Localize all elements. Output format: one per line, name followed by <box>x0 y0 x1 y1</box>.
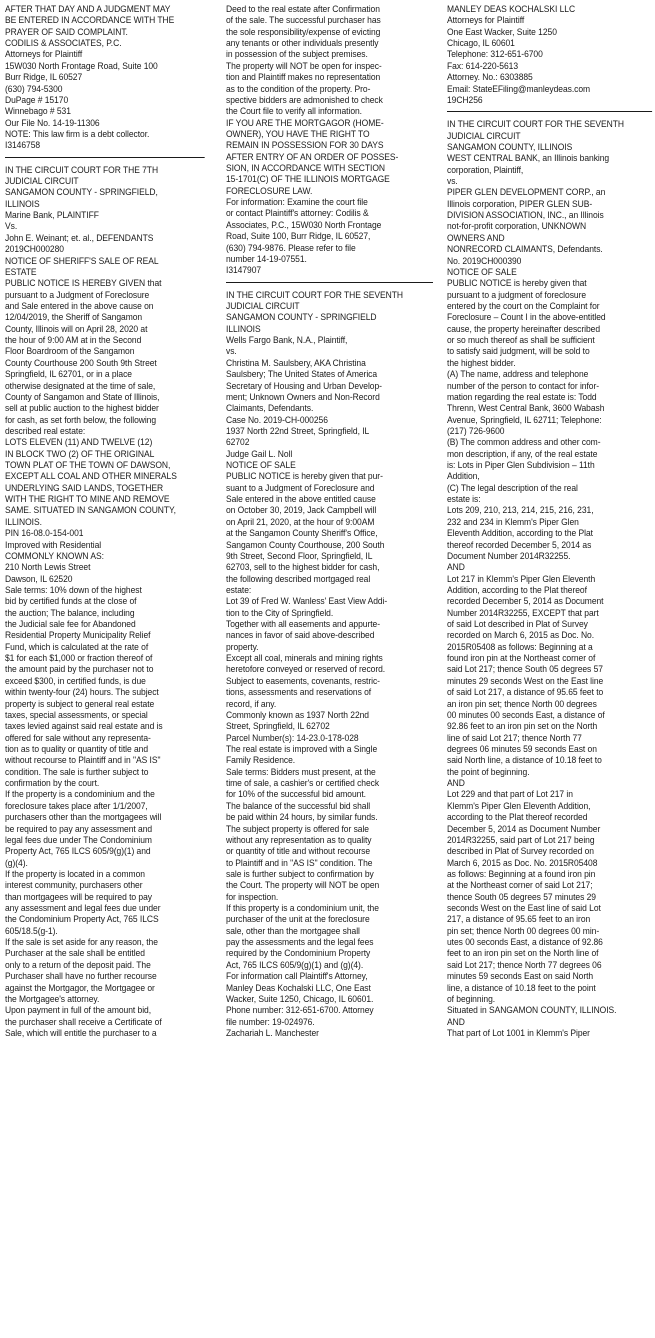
notice-block <box>226 290 433 1040</box>
notice-line: tions, assessments and reservations of <box>226 687 372 699</box>
notice-line: TOWN PLAT OF THE TOWN OF DAWSON, <box>5 460 171 472</box>
notice-line: John E. Weinant; et. al., DEFENDANTS <box>5 232 154 244</box>
notice-line: ESTATE <box>5 266 37 278</box>
notice-line: against the Mortgagor, the Mortgagee or <box>5 982 155 994</box>
notice-line: ment; Unknown Owners and Non-Record <box>226 391 380 403</box>
notice-line: Residential Property Municipality Relief <box>5 630 151 642</box>
notice-line: of beginning. <box>447 993 496 1005</box>
notice-line: (C) The legal description of the real <box>447 482 578 494</box>
notice-line: Attorneys for Plaintiff <box>5 49 83 61</box>
notice-line: SANGAMON COUNTY, ILLINOIS <box>447 141 573 153</box>
notice-line: PRAYER OF SAID COMPLAINT. <box>5 26 128 38</box>
notice-line: Judge Gail L. Noll <box>226 448 293 460</box>
notice-line: within twenty-four (24) hours. The subject <box>5 687 159 699</box>
notice-line: CODILIS & ASSOCIATES, P.C. <box>5 38 122 50</box>
notice-line: JUDICIAL CIRCUIT <box>447 130 521 142</box>
notice-line: in possession of the subject premises. <box>226 49 368 61</box>
notice-line: corporation, Plaintiff, <box>447 164 524 176</box>
notice-line: seconds West on the East line of said Lot <box>447 903 601 915</box>
notice-line: otherwise designated at the time of sale, <box>5 380 156 392</box>
notice-line: Sale, which will entitle the purchaser to a <box>5 1027 157 1039</box>
notice-line: Foreclosure – Count I in the above-entitled <box>447 312 606 324</box>
notice-line: an iron pin set; thence North 00 degrees <box>447 698 597 710</box>
notice-line: 2015R05408 as follows: Beginning at a <box>447 641 593 653</box>
notice-line: Claimants, Defendants. <box>226 403 314 415</box>
notice-line: foreclosure takes place after 1/1/2007, <box>5 800 148 812</box>
notice-line: bid by certified funds at the close of <box>5 596 137 608</box>
notice-line: heretofore conveyed or reserved of record. <box>226 664 386 676</box>
notice-line: IN THE CIRCUIT COURT FOR THE SEVENTH <box>226 289 403 301</box>
notice-line: IF YOU ARE THE MORTGAGOR (HOME- <box>226 117 384 129</box>
notice-line: to Plaintiff and in "AS IS" condition. The <box>226 857 373 869</box>
notice-line: cause, the property hereinafter described <box>447 323 601 335</box>
notice-line: 92.86 feet to an iron pin set on the North <box>447 721 598 733</box>
notice-line: Family Residence. <box>226 755 296 767</box>
notice-line: purchasers other than the mortgagees will <box>5 812 162 824</box>
notice-line: I3146758 <box>5 140 41 152</box>
notice-line: the Mortgagee's attorney. <box>5 993 100 1005</box>
notice-line: Document Number 2014R32255. <box>447 550 571 562</box>
notice-line: found iron pin at the Northeast corner of <box>447 653 596 665</box>
notice-line: pursuant to a Judgment of Foreclosure <box>5 289 150 301</box>
notice-line: Springfield, IL 62701, or in a place <box>5 369 132 381</box>
notice-line: Burr Ridge, IL 60527 <box>5 72 83 84</box>
notice-line: 19CH256 <box>447 94 483 106</box>
notice-line: SION, IN ACCORDANCE WITH SECTION <box>226 163 386 175</box>
notice-line: Sale terms: 10% down of the highest <box>5 584 142 596</box>
notice-line: COMMONLY KNOWN AS: <box>5 550 104 562</box>
notice-line: sale, other than the mortgagee shall <box>226 925 360 937</box>
notice-line: DIVISION ASSOCIATION, INC., an Illinois <box>447 210 604 222</box>
notice-line: according to the Plat thereof recorded <box>447 812 588 824</box>
notice-line: NOTICE OF SALE <box>447 266 517 278</box>
notice-line: Email: StateEFiling@manleydeas.com <box>447 83 591 95</box>
notice-line: at the Sangamon County Sheriff's Office, <box>226 528 378 540</box>
notice-line: the Condominium Property Act, 765 ILCS <box>5 914 159 926</box>
notice-line: Purchaser at the sale shall be entitled <box>5 948 145 960</box>
notice-line: vs. <box>447 176 458 188</box>
notice-line: 217, a distance of 95.65 feet to an iron <box>447 914 591 926</box>
notice-line: file number: 19-024976. <box>226 1016 315 1028</box>
notice-line: FORECLOSURE LAW. <box>226 185 313 197</box>
notice-line: County Courthouse 200 South 9th Street <box>5 357 157 369</box>
notice-line: be required to pay any assessment and <box>5 823 153 835</box>
notice-line: Street, Springfield, IL 62702 <box>226 721 330 733</box>
notice-line: the amount paid by the purchaser not to <box>5 664 154 676</box>
notice-line: number 14-19-07551. <box>226 253 307 265</box>
notice-line: mation regarding the real estate is: Todd <box>447 391 597 403</box>
notice-line: Commonly known as 1937 North 22nd <box>226 709 370 721</box>
notice-line: SANGAMON COUNTY - SPRINGFIELD <box>226 312 377 324</box>
notice-line: OWNER), YOU HAVE THE RIGHT TO <box>226 128 370 140</box>
notice-line: the purchaser shall receive a Certificate of <box>5 1016 162 1028</box>
notice-line: No. 2019CH000390 <box>447 255 522 267</box>
notice-line: That part of Lot 1001 in Klemm's Piper <box>447 1027 590 1039</box>
notice-line: required by the Condominium Property <box>226 948 371 960</box>
notice-line: degrees 06 minutes 59 seconds East on <box>447 744 597 755</box>
notice-line: condition. The sale is further subject to <box>5 766 149 778</box>
notice-divider <box>226 282 433 283</box>
notice-line: Sale terms: Bidders must present, at the <box>226 766 376 778</box>
notice-line: JUDICIAL CIRCUIT <box>226 300 300 312</box>
notice-line: Marine Bank, PLAINTIFF <box>5 210 99 222</box>
notice-line: property. <box>226 641 259 653</box>
notice-line: of the sale. The successful purchaser has <box>226 15 381 27</box>
notice-line: Situated in SANGAMON COUNTY, ILLINOIS. <box>447 1005 617 1017</box>
notice-line: line, a distance of 10.18 feet to the point <box>447 982 596 994</box>
notice-line: the Court. The property will NOT be open <box>226 880 380 892</box>
notice-line: exceed $300, in certified funds, is due <box>5 675 146 687</box>
notice-block <box>226 4 433 277</box>
notice-line: Deed to the real estate after Confirmation <box>226 4 380 15</box>
notice-line: tion as to quality or quantity of title and <box>5 744 149 755</box>
notice-line: The property will NOT be open for inspec- <box>226 60 382 72</box>
notice-line: Addition, <box>447 471 480 483</box>
notice-line: The real estate is improved with a Single <box>226 744 378 755</box>
notice-line: $1 for each $1,000 or fraction thereof of <box>5 653 153 665</box>
column-1 <box>5 4 205 1338</box>
notice-line: without any representation as to quality <box>226 834 372 846</box>
notice-line: 15-1701(C) OF THE ILLINOIS MORTGAGE <box>226 174 390 186</box>
notice-line: recorded December 5, 2014 as Document <box>447 596 604 608</box>
notice-line: ILLINOIS. <box>5 516 42 528</box>
notice-line: as follows: Beginning at a found iron pin <box>447 868 596 880</box>
notice-line: 210 North Lewis Street <box>5 562 91 574</box>
notice-line: described real estate: <box>5 425 86 437</box>
notice-line: Christina M. Saulsbery, AKA Christina <box>226 357 366 369</box>
notice-line: to satisfy said judgment, will be sold to <box>447 346 590 358</box>
notice-line: taxes, special assessments, or special <box>5 709 148 721</box>
notice-line: time of sale, a cashier's or certified check <box>226 778 380 790</box>
notice-line: estate is: <box>447 494 481 506</box>
notice-line: or so much thereof as shall be sufficient <box>447 335 595 347</box>
notice-line: ILLINOIS <box>226 323 261 335</box>
notice-line: sale is further subject to confirmation by <box>226 868 374 880</box>
notice-line: 2019CH000280 <box>5 244 64 256</box>
notice-line: Attorneys for Plaintiff <box>447 15 525 27</box>
notice-line: Klemm's Piper Glen Eleventh Addition, <box>447 800 591 812</box>
notice-line: Avenue, Springfield, IL 62711; Telephone: <box>447 414 602 426</box>
notice-line: PUBLIC NOTICE IS HEREBY GIVEN that <box>5 278 162 290</box>
notice-line: offered for sale without any representa- <box>5 732 151 744</box>
notice-line: NOTICE OF SALE <box>226 460 296 472</box>
notice-line: Secretary of Housing and Urban Develop- <box>226 380 382 392</box>
notice-line: AND <box>447 562 465 574</box>
notice-line: Parcel Number(s): 14-23.0-178-028 <box>226 732 359 744</box>
notice-line: WITH THE RIGHT TO MINE AND REMOVE <box>5 494 170 506</box>
notice-line: If the sale is set aside for any reason, the <box>5 937 158 949</box>
notice-line: Wacker, Suite 1250, Chicago, IL 60601. <box>226 993 374 1005</box>
notice-line: spective bidders are admonished to check <box>226 94 383 106</box>
notice-divider <box>447 111 652 112</box>
notice-line: Dawson, IL 62520 <box>5 573 73 585</box>
notice-line: the highest bidder. <box>447 357 516 369</box>
notice-line: utes 00 seconds East, a distance of 92.86 <box>447 937 603 949</box>
notice-line: AFTER ENTRY OF AN ORDER OF POSSES- <box>226 151 399 163</box>
notice-line: If this property is a condominium unit, the <box>226 903 379 915</box>
notice-block <box>5 165 205 1040</box>
notice-line: Act, 765 ILCS 605/9(g)(1) and (g)(4). <box>226 959 364 971</box>
notice-line: the point of beginning. <box>447 766 530 778</box>
notice-line: The balance of the successful bid shall <box>226 800 371 812</box>
notice-line: the Court file to verify all information. <box>226 106 363 118</box>
notice-line: Case No. 2019-CH-000256 <box>226 414 328 426</box>
notice-line: tion and Plaintiff makes no representation <box>226 72 381 84</box>
notice-line: March 6, 2015 as Doc. No. 2015R05408 <box>447 857 598 869</box>
notice-line: EXCEPT ALL COAL AND OTHER MINERALS <box>5 471 177 483</box>
notice-line: legal fees due under The Condominium <box>5 834 152 846</box>
notice-line: is: Lots in Piper Glen Subdivision – 11th <box>447 460 595 472</box>
notice-line: interest community, purchasers other <box>5 880 143 892</box>
notice-line: (g)(4). <box>5 857 28 869</box>
notice-line: only to a return of the deposit paid. The <box>5 959 151 971</box>
notice-line: Upon payment in full of the amount bid, <box>5 1005 152 1017</box>
notice-line: 232 and 234 in Klemm's Piper Glen <box>447 516 579 528</box>
notice-line: Manley Deas Kochalski LLC, One East <box>226 982 371 994</box>
notice-line: Lot 217 in Klemm's Piper Glen Eleventh <box>447 573 596 585</box>
notice-line: Number 2014R32255, EXCEPT that part <box>447 607 599 619</box>
notice-line: Chicago, IL 60601 <box>447 38 515 50</box>
notice-line: any tenants or other individuals presently <box>226 38 379 50</box>
notice-line: (A) The name, address and telephone <box>447 369 589 381</box>
notice-line: entered by the court on the Complaint for <box>447 300 600 312</box>
notice-line: IN THE CIRCUIT COURT FOR THE 7TH <box>5 164 159 176</box>
notice-line: 62703, sell to the highest bidder for cash, <box>226 562 380 574</box>
notice-line: tion to the City of Springfield. <box>226 607 334 619</box>
notice-line: IN BLOCK TWO (2) OF THE ORIGINAL <box>5 448 155 460</box>
notice-line: LOTS ELEVEN (11) AND TWELVE (12) <box>5 437 153 449</box>
notice-line: December 5, 2014 as Document Number <box>447 823 601 835</box>
notice-line: County of Sangamon and State of Illinois, <box>5 391 160 403</box>
notice-line: or contact Plaintiff's attorney: Codilis & <box>226 208 369 220</box>
notice-line: Together with all easements and appurte- <box>226 619 381 631</box>
notice-line: or quantity of title and without recourse <box>226 846 371 858</box>
notice-line: said North line, a distance of 10.18 feet to <box>447 755 602 767</box>
notice-line: 605/18.5(g-1). <box>5 925 58 937</box>
notice-line: I3147907 <box>226 265 262 277</box>
notice-line: Property Act, 765 ILCS 605/9(g)(1) and <box>5 846 151 858</box>
notice-line: Purchaser shall have no further recourse <box>5 971 157 983</box>
notice-line: WEST CENTRAL BANK, an Illinois banking <box>447 153 610 165</box>
notice-line: as to the condition of the property. Pro- <box>226 83 371 95</box>
notice-line: Sale entered in the above entitled cause <box>226 494 376 506</box>
notice-line: UNDERLYING SAID LANDS, TOGETHER <box>5 482 164 494</box>
notice-line: REMAIN IN POSSESSION FOR 30 DAYS <box>226 140 384 152</box>
notice-line: DuPage # 15170 <box>5 94 69 106</box>
notice-block <box>447 119 652 1039</box>
notice-line: Lot 229 and that part of Lot 217 in <box>447 789 573 801</box>
notice-line: For information: Examine the court file <box>226 197 368 209</box>
notice-line: Improved with Residential <box>5 539 102 551</box>
notice-line: for 10% of the successful bid amount. <box>226 789 366 801</box>
notice-line: (B) The common address and other com- <box>447 437 601 449</box>
notice-line: of said Lot described in Plat of Survey <box>447 619 588 631</box>
notice-line: pursuant to a judgment of foreclosure <box>447 289 587 301</box>
notice-line: Zachariah L. Manchester <box>226 1027 319 1039</box>
notice-line: Vs. <box>5 221 18 233</box>
notice-line: pay the assessments and the legal fees <box>226 937 374 949</box>
notice-line: Road, Suite 100, Burr Ridge, IL 60527, <box>226 231 371 243</box>
notice-line: 62702 <box>226 437 250 449</box>
notice-line: Telephone: 312-651-6700 <box>447 49 543 61</box>
notice-line: MANLEY DEAS KOCHALSKI LLC <box>447 4 576 15</box>
notice-line: any assessment and legal fees due under <box>5 903 161 915</box>
notice-line: Eleventh Addition, according to the Plat <box>447 528 593 540</box>
notice-divider <box>5 157 205 158</box>
notice-line: record, if any. <box>226 698 277 710</box>
notice-line: pin set; thence North 00 degrees 00 min- <box>447 925 600 937</box>
notice-line: not-for-profit corporation, UNKNOWN <box>447 221 587 233</box>
notice-line: sell at public auction to the highest bidder <box>5 403 159 415</box>
notice-line: Subject to easements, covenants, restric- <box>226 675 380 687</box>
notice-line: suant to a Judgment of Foreclosure and <box>226 482 375 494</box>
notice-line: on October 30, 2019, Jack Campbell will <box>226 505 377 517</box>
notice-line: purchaser of the unit at the foreclosure <box>226 914 370 926</box>
notice-line: If the property is located in a common <box>5 868 145 880</box>
notice-line: NOTICE OF SHERIFF'S SALE OF REAL <box>5 255 159 267</box>
notice-line: (630) 794-9876. Please refer to file <box>226 242 356 254</box>
notice-line: Attorney. No.: 6303885 <box>447 72 533 84</box>
notice-line: the auction; The balance, including <box>5 607 135 619</box>
notice-line: For information call Plaintiff's Attorney, <box>226 971 368 983</box>
notice-line: the sole responsibility/expense of evicting <box>226 26 381 38</box>
notice-line: NONRECORD CLAIMANTS, Defendants. <box>447 244 603 256</box>
notice-line: 15W030 North Frontage Road, Suite 100 <box>5 60 158 72</box>
notice-line: for cash, as set forth below, the following <box>5 414 157 426</box>
notice-line: 2014R32255, said part of Lot 217 being <box>447 834 595 846</box>
notice-line: AND <box>447 1016 465 1028</box>
notice-block <box>5 4 205 152</box>
notice-line: Fund, which is calculated at the rate of <box>5 641 149 653</box>
notice-line: The subject property is offered for sale <box>226 823 369 835</box>
notice-line: If the property is a condominium and the <box>5 789 155 801</box>
notice-line: mon description, if any, of the real estate <box>447 448 598 460</box>
notice-line: and Sale entered in the above cause on <box>5 300 154 312</box>
notice-line: confirmation by the court. <box>5 778 100 790</box>
notice-line: the following described mortgaged real <box>226 573 371 585</box>
notice-line: at the Northeast corner of said Lot 217; <box>447 880 593 892</box>
notice-line: number of the person to contact for infor- <box>447 380 600 392</box>
notice-line: Except all coal, minerals and mining rights <box>226 653 383 665</box>
notice-line: BE ENTERED IN ACCORDANCE WITH THE <box>5 15 175 27</box>
notice-line: Lot 39 of Fred W. Wanless' East View Addi- <box>226 596 388 608</box>
notice-line: Lots 209, 210, 213, 214, 215, 216, 231, <box>447 505 594 517</box>
notice-line: AND <box>447 778 465 790</box>
notice-line: JUDICIAL CIRCUIT <box>5 176 79 188</box>
notice-line: Fax: 614-220-5613 <box>447 60 519 72</box>
notice-line: 12/04/2019, the Sheriff of Sangamon <box>5 312 143 324</box>
notice-line: thereof recorded December 5, 2014 as <box>447 539 592 551</box>
notice-line: estate: <box>226 584 252 596</box>
notice-line: PUBLIC NOTICE is hereby given that pur- <box>226 471 383 483</box>
notice-line: taxes levied against said real estate and is <box>5 721 163 733</box>
notice-line: Saulsbery; The United States of America <box>226 369 378 381</box>
notice-line: minutes 59 seconds East on said North <box>447 971 594 983</box>
notice-line: nances in favor of said above-described <box>226 630 375 642</box>
notice-block <box>447 4 652 106</box>
notice-line: thence South 05 degrees 57 minutes 29 <box>447 891 596 903</box>
notice-line: feet to an iron pin set on the North line of <box>447 948 599 960</box>
notice-line: than mortgagees will be required to pay <box>5 891 152 903</box>
notice-line: said Lot 217; thence North 77 degrees 06 <box>447 959 602 971</box>
notice-line: Wells Fargo Bank, N.A., Plaintiff, <box>226 335 348 347</box>
notice-line: be paid within 24 hours, by similar funds. <box>226 812 378 824</box>
notice-line: of said Lot 217, a distance of 95.65 feet to <box>447 687 604 699</box>
notice-line: Winnebago # 531 <box>5 106 71 118</box>
notice-line: (630) 794-5300 <box>5 83 63 95</box>
notice-line: for inspection. <box>226 891 279 903</box>
notice-line: Floor Boardroom of the Sangamon <box>5 346 135 358</box>
notice-line: Phone number: 312-651-6700. Attorney <box>226 1005 374 1017</box>
notice-line: AFTER THAT DAY AND A JUDGMENT MAY <box>5 4 171 15</box>
notice-line: said Lot 217; thence South 05 degrees 57 <box>447 664 603 676</box>
notice-line: PIN 16-08.0-154-001 <box>5 528 84 540</box>
notice-line: minutes 29 seconds West on the East line <box>447 675 604 687</box>
notice-line: ILLINOIS <box>5 198 40 210</box>
notice-line: recorded on March 6, 2015 as Doc. No. <box>447 630 595 642</box>
notice-line: Sangamon County Courthouse, 200 South <box>226 539 385 551</box>
notice-line: Illinois corporation, PIPER GLEN SUB- <box>447 198 593 210</box>
notice-line: described in Plat of Survey recorded on <box>447 846 594 858</box>
notice-line: without recourse to Plaintiff and in "AS IS" <box>5 755 161 767</box>
column-2 <box>226 4 433 1338</box>
notice-line: (217) 726-9600 <box>447 425 505 437</box>
notice-line: PIPER GLEN DEVELOPMENT CORP., an <box>447 187 606 199</box>
notice-line: OWNERS AND <box>447 232 505 244</box>
notice-line: County, Illinois will on April 28, 2020 at <box>5 323 148 335</box>
notice-line: property is subject to general real estate <box>5 698 155 710</box>
notice-line: SAME. SITUATED IN SANGAMON COUNTY, <box>5 505 176 517</box>
notice-line: SANGAMON COUNTY - SPRINGFIELD, <box>5 187 158 199</box>
notice-line: IN THE CIRCUIT COURT FOR THE SEVENTH <box>447 119 624 131</box>
notice-line: Our File No. 14-19-11306 <box>5 117 100 129</box>
notice-line: on April 21, 2020, at the hour of 9:00AM <box>226 516 375 528</box>
notice-line: 9th Street, Second Floor, Springfield, IL <box>226 550 373 562</box>
notice-line: the Judicial sale fee for Abandoned <box>5 619 136 631</box>
notice-line: PUBLIC NOTICE is hereby given that <box>447 278 587 290</box>
notice-line: NOTE: This law firm is a debt collector. <box>5 128 150 140</box>
notice-line: vs. <box>226 346 237 358</box>
notice-line: the hour of 9:00 AM at in the Second <box>5 335 142 347</box>
notice-line: One East Wacker, Suite 1250 <box>447 26 557 38</box>
notice-line: Associates, P.C., 15W030 North Frontage <box>226 219 382 231</box>
notice-line: Addition, according to the Plat thereof <box>447 584 587 596</box>
notice-line: 00 minutes 00 seconds East, a distance of <box>447 709 605 721</box>
notice-line: line of said Lot 217; thence North 77 <box>447 732 582 744</box>
notice-line: 1937 North 22nd Street, Springfield, IL <box>226 425 370 437</box>
notice-line: Threnn, West Central Bank, 3600 Wabash <box>447 403 605 415</box>
column-3 <box>447 4 652 1338</box>
